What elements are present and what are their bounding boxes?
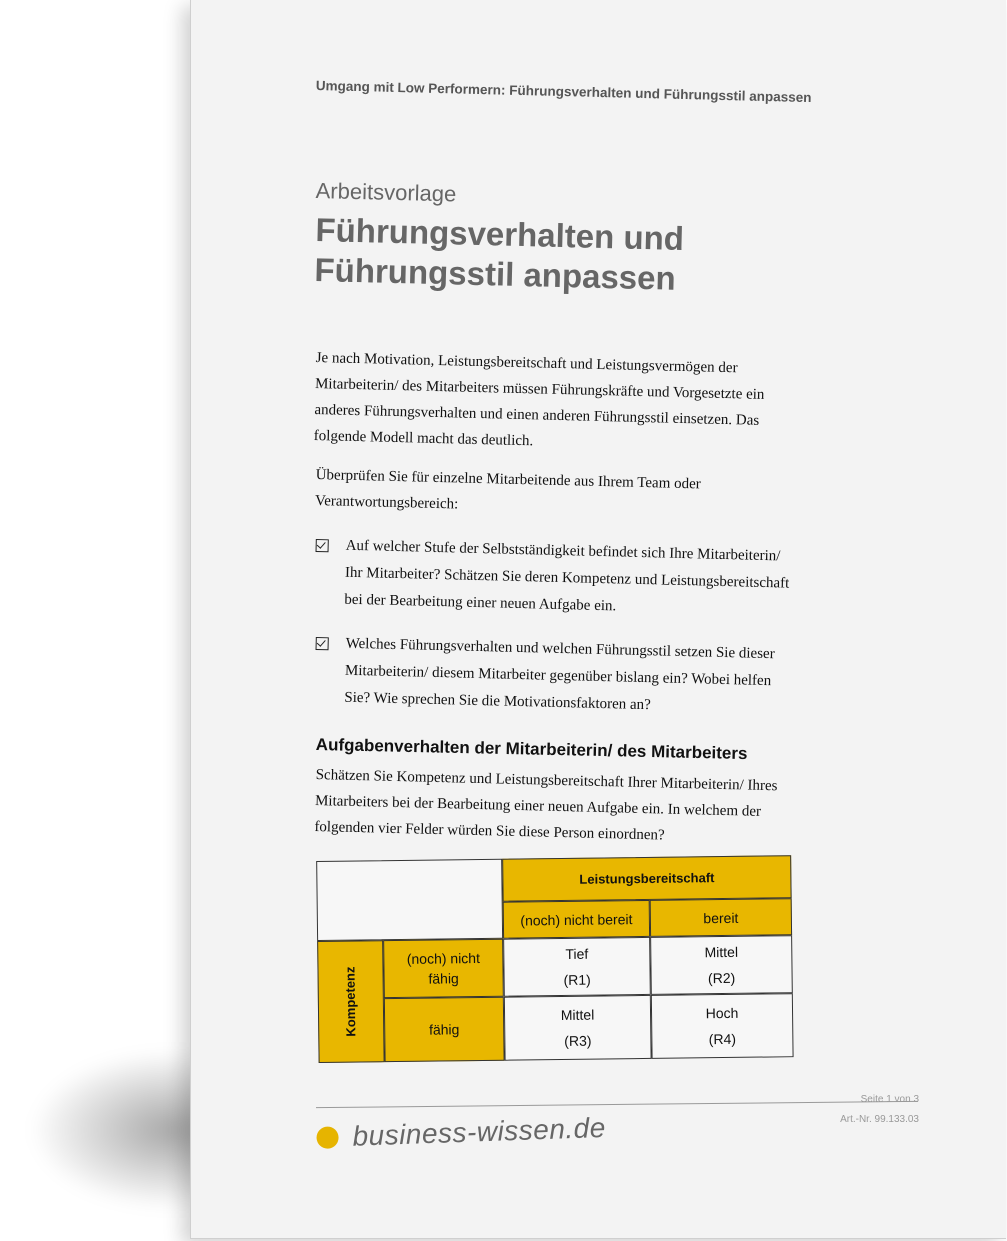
section-line: Mitarbeiters bei der Bearbeitung einer neuen Aufgabe ein. In welchem der bbox=[314, 792, 762, 820]
footer-page-number: Seite 1 von 3 bbox=[860, 1094, 919, 1105]
cell-level: Hoch bbox=[705, 1004, 739, 1022]
footer-meta bbox=[827, 1090, 919, 1130]
cell-code: (R4) bbox=[708, 1030, 737, 1048]
section-line: Schätzen Sie Kompetenz und Leistungsbereitschaft Ihrer Mitarbeiterin/ Ihres bbox=[315, 766, 778, 795]
checkbox-checked-icon bbox=[316, 637, 329, 650]
matrix-row-header-label: Kompetenz bbox=[342, 966, 359, 1037]
logo-dot-icon bbox=[316, 1126, 339, 1149]
page-shadow bbox=[30, 1050, 210, 1210]
check-intro-line: Überprüfen Sie für einzelne Mitarbeitende aus Ihrem Team oder bbox=[315, 466, 701, 493]
matrix-cell-r4 bbox=[651, 993, 794, 1059]
footer-article-number: Art.-Nr. 99.133.03 bbox=[840, 1114, 919, 1125]
matrix-row-capable: fähig bbox=[384, 997, 505, 1062]
title-line-1: Führungsverhalten und bbox=[315, 210, 685, 257]
checklist-item bbox=[314, 532, 791, 625]
intro-line: Je nach Motivation, Leistungsbereitschaft und Leistungsvermögen der bbox=[315, 349, 738, 377]
section-paragraph bbox=[314, 762, 786, 851]
checklist-text: Auf welcher Stufe der Selbstständigkeit befindet sich Ihre Mitarbeiterin/ Ihr Mitarbeiter? Schätzen Sie deren Kompetenz und Leistungsbereitschaft bei der Bearbeitung einer neuen Aufgabe ein. bbox=[344, 537, 790, 615]
matrix-cell-r1 bbox=[503, 937, 651, 997]
matrix-col-ready: bereit bbox=[650, 898, 792, 937]
checklist-text: Welches Führungsverhalten und welchen Führungsstil setzen Sie dieser Mitarbeiterin/ diesem Mitarbeiter gegenüber bislang ein? Wobei helfen Sie? Wie sprechen Sie die Motivationsfaktoren an? bbox=[344, 635, 775, 714]
section-line: folgenden vier Felder würden Sie diese Person einordnen? bbox=[314, 818, 665, 844]
check-intro-line: Verantwortungsbereich: bbox=[314, 492, 459, 513]
cell-level: Mittel bbox=[560, 1006, 595, 1024]
cell-level: Mittel bbox=[704, 943, 739, 961]
intro-line: folgende Modell macht das deutlich. bbox=[313, 427, 534, 450]
cell-code: (R2) bbox=[707, 969, 736, 987]
document-page bbox=[190, 0, 1006, 1239]
document-title bbox=[314, 210, 836, 303]
matrix-empty-corner bbox=[316, 859, 503, 941]
checkbox-checked-icon bbox=[316, 539, 329, 552]
cell-level: Tief bbox=[565, 945, 589, 962]
logo-text: business-wissen.de bbox=[351, 1111, 607, 1152]
intro-paragraph bbox=[313, 345, 785, 460]
check-intro bbox=[315, 462, 786, 525]
brand-logo bbox=[316, 1112, 606, 1154]
title-line-2: Führungsstil anpassen bbox=[314, 250, 677, 297]
matrix-row-not-capable: (noch) nicht fähig bbox=[383, 939, 504, 998]
matrix-cell-r3 bbox=[504, 995, 652, 1061]
matrix-col-not-ready: (noch) nicht bereit bbox=[503, 900, 650, 939]
checklist-item bbox=[314, 630, 791, 723]
competence-matrix bbox=[316, 842, 794, 1063]
running-header: Umgang mit Low Performern: Führungsverhalten und Führungsstil anpassen bbox=[315, 78, 812, 106]
matrix-row-header bbox=[317, 940, 384, 1063]
matrix-col-header: Leistungsbereitschaft bbox=[502, 855, 792, 902]
cell-code: (R3) bbox=[564, 1032, 592, 1049]
intro-line: anderes Führungsverhalten und einen anderen Führungsstil einsetzen. Das bbox=[314, 401, 760, 429]
matrix-cell-r2 bbox=[650, 935, 793, 995]
intro-line: Mitarbeiterin/ des Mitarbeiters müssen Führungskräfte und Vorgesetzte ein bbox=[314, 375, 765, 403]
section-heading: Aufgabenverhalten der Mitarbeiterin/ des Mitarbeiters bbox=[315, 735, 748, 764]
cell-code: (R1) bbox=[563, 971, 591, 988]
document-kicker: Arbeitsvorlage bbox=[315, 178, 457, 207]
